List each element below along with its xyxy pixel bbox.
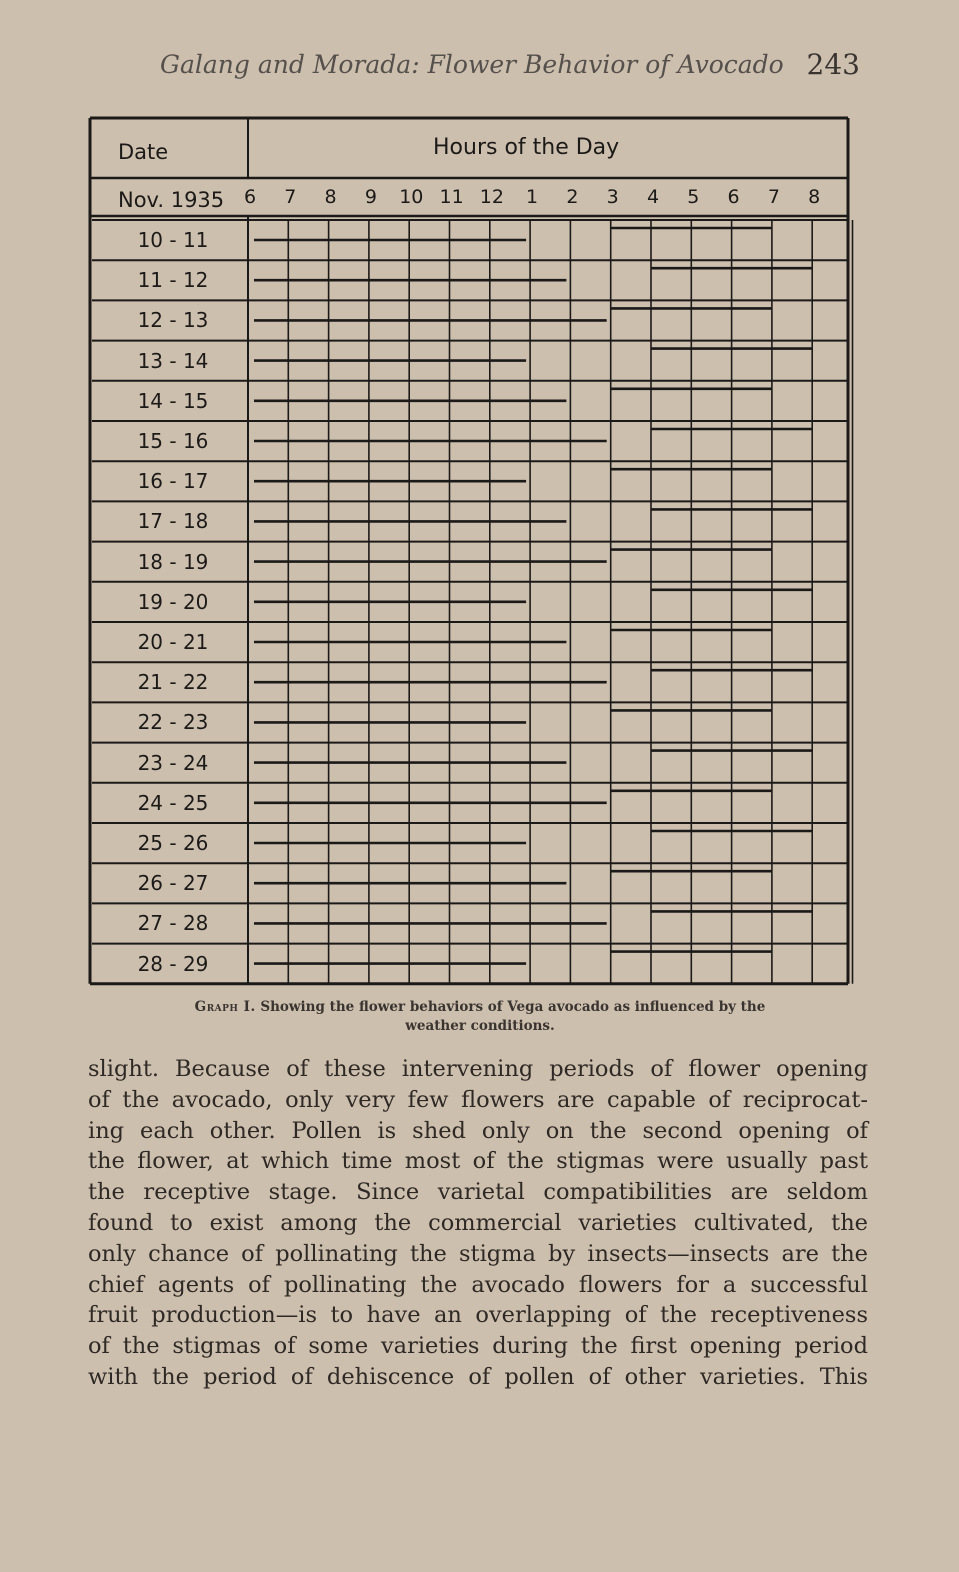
caption-text: Showing the flower behaviors of Vega avocado as influenced by the weather conditions. [260, 999, 766, 1034]
hour-label: 8 [808, 186, 821, 208]
body-line: only chance of pollinating the stigma by insects—insects are the [88, 1240, 868, 1267]
date-label: 28 - 29 [137, 951, 209, 976]
hour-label: 6 [727, 186, 740, 208]
graph-caption [175, 998, 785, 1036]
page-number: 243 [806, 48, 860, 81]
hour-label: 7 [284, 186, 297, 208]
body-line: slight. Because of these intervening periods of flower opening [88, 1056, 868, 1082]
body-line: of the avocado, only very few flowers are capable of reciprocat- [88, 1086, 868, 1113]
date-label: 25 - 26 [137, 831, 209, 855]
date-label: 10 - 11 [137, 228, 209, 252]
running-title: Galang and Morada: Flower Behavior of Avocado [160, 50, 784, 79]
hour-label: 11 [439, 186, 464, 208]
date-label: 17 - 18 [137, 509, 209, 534]
date-label: 19 - 20 [137, 589, 209, 614]
date-label: 15 - 16 [137, 429, 209, 453]
body-line: fruit production—is to have an overlapping of the receptiveness [88, 1302, 868, 1329]
body-line: of the stigmas of some varieties during the first opening period [88, 1333, 868, 1360]
date-label: 23 - 24 [137, 750, 209, 775]
date-label: 24 - 25 [137, 790, 209, 815]
hour-label: 1 [526, 186, 539, 208]
date-label: 26 - 27 [137, 871, 209, 896]
date-label: 27 - 28 [137, 911, 209, 936]
body-paragraph [88, 1054, 868, 1393]
body-line: found to exist among the commercial varieties cultivated, the [88, 1209, 868, 1236]
date-label: 11 - 12 [137, 268, 209, 293]
hour-label: 12 [479, 186, 504, 208]
hour-label: 9 [364, 186, 377, 208]
hour-label: 6 [243, 186, 257, 208]
date-column-header: Date [118, 140, 169, 164]
date-label: 18 - 19 [137, 549, 209, 574]
page-header [160, 48, 860, 88]
hour-label: 10 [399, 186, 424, 208]
hour-label: 4 [646, 186, 660, 208]
date-label: 12 - 13 [137, 308, 209, 333]
hour-label: 3 [606, 186, 619, 208]
hour-label: 7 [767, 186, 780, 208]
hour-label: 2 [566, 186, 579, 208]
body-line: with the period of dehiscence of pollen of other varieties. This [88, 1363, 868, 1390]
date-label: 21 - 22 [137, 670, 209, 695]
flower-behavior-graph [88, 112, 858, 992]
date-label: 22 - 23 [137, 710, 209, 735]
date-label: 20 - 21 [137, 630, 209, 654]
date-label: 14 - 15 [137, 388, 209, 413]
date-label: 13 - 14 [137, 348, 209, 373]
hour-label: 5 [687, 186, 700, 208]
month-label: Nov. 1935 [118, 188, 225, 212]
hour-label: 8 [324, 186, 337, 208]
hours-column-header: Hours of the Day [433, 135, 620, 160]
body-line: chief agents of pollinating the avocado flowers for a successful [88, 1271, 868, 1298]
caption-graph-label: Graph I. [194, 999, 256, 1015]
body-line: the receptive stage. Since varietal compatibilities are seldom [88, 1179, 868, 1206]
body-line: ing each other. Pollen is shed only on the second opening of [88, 1117, 868, 1144]
date-label: 16 - 17 [137, 469, 209, 494]
body-line: the flower, at which time most of the stigmas were usually past [88, 1148, 868, 1175]
